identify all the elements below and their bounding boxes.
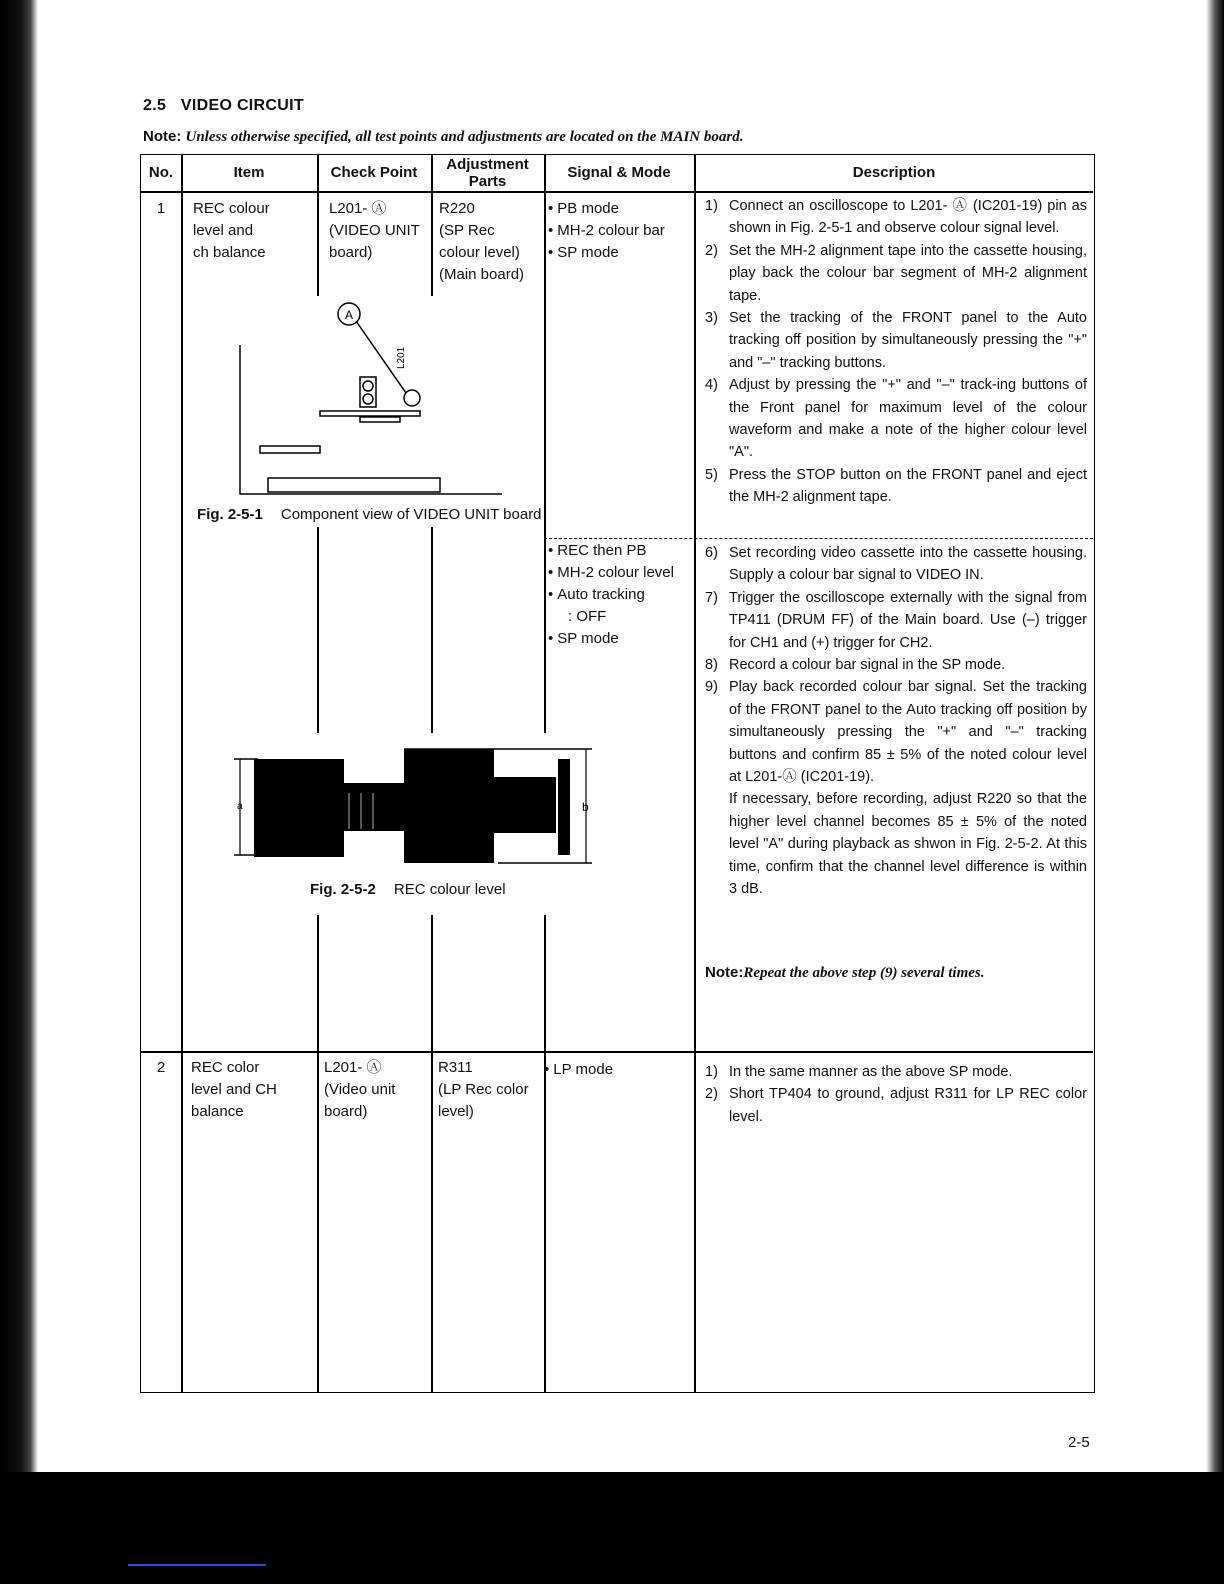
step-number: 7): [705, 589, 718, 606]
page-note: [143, 128, 743, 146]
row2-check-point: [324, 1057, 431, 1123]
page-edge-shadow: [1164, 0, 1224, 1584]
coil-core: [363, 381, 373, 391]
row2-adj-line: (LP Rec color: [438, 1081, 529, 1098]
waveform-block: [494, 777, 556, 833]
board-slot: [268, 478, 440, 492]
fig-2-5-1-text: Component view of VIDEO UNIT board: [280, 506, 542, 523]
marker-a: A: [344, 308, 354, 322]
header-description: Description: [852, 164, 936, 181]
section-number: 2.5: [143, 97, 167, 114]
row2-adj-line: R311: [438, 1059, 473, 1076]
step-number: 5): [705, 466, 718, 483]
board-strip: [360, 417, 400, 422]
fig-2-5-2-caption: [310, 881, 506, 898]
fig-2-5-1-label: Fig. 2-5-1: [197, 506, 263, 523]
row1-check-point: [329, 198, 439, 264]
header-divider: [141, 191, 1093, 193]
row2-adj-line: level): [438, 1103, 474, 1120]
step-text: Record a colour bar signal in the SP mode.: [729, 657, 1006, 674]
description-step: [705, 374, 1087, 464]
col-divider: [544, 1051, 546, 1392]
col-divider: [694, 155, 696, 1392]
step-text: Set the MH-2 alignment tape into the cassette housing, play back the colour bar segment of MH-2 alignment tape.: [729, 242, 1087, 304]
description-step: [705, 542, 1087, 587]
row2-check-line: L201- Ⓐ: [324, 1059, 382, 1076]
header-check-point: Check Point: [330, 164, 418, 181]
row1-adjustment: [439, 198, 544, 286]
signal-item: • REC then PB: [548, 540, 694, 562]
fig-2-5-2-diagram: [228, 745, 600, 865]
row1-adj-line: colour level): [439, 244, 520, 261]
col-divider: [317, 1051, 319, 1392]
col-divider: [544, 915, 546, 1051]
step-text: Press the STOP button on the FRONT panel and eject the MH-2 alignment tape.: [729, 466, 1087, 506]
signal-item: • LP mode: [544, 1059, 694, 1081]
header-no: No.: [148, 164, 174, 181]
step-text: Set recording video cassette into the cassette housing. Supply a colour bar signal to VIDEO IN.: [729, 545, 1087, 584]
section-title: [143, 97, 304, 115]
scan-blue-line: [128, 1564, 266, 1566]
step-number: 4): [705, 377, 718, 394]
header-adjustment-line2: Parts: [468, 173, 507, 190]
step-text: If necessary, before recording, adjust R220 so that the higher level channel becomes 85 ± 5% of the noted level "A" during playback as shwon in Fig. 2-5-2. At this time, confirm that the channel level difference is within 3 dB.: [729, 791, 1087, 898]
signal-item: • MH-2 colour level: [548, 562, 694, 584]
description-step: [705, 676, 1087, 788]
signal-item: • SP mode: [548, 242, 694, 264]
step-text: Adjust by pressing the "+" and "–" track-ing buttons of the Front panel for maximum level of the colour waveform and make a note of the higher colour level "A".: [729, 377, 1087, 461]
description-step: [705, 1061, 1087, 1083]
fig-2-5-1-caption: [197, 506, 542, 523]
row1-adj-line: (Main board): [439, 266, 525, 283]
row1-adj-line: (SP Rec: [439, 222, 495, 239]
note-label: Note:: [143, 128, 182, 145]
col-divider: [431, 915, 433, 1051]
col-divider: [181, 155, 183, 1392]
step-text: In the same manner as the above SP mode.: [729, 1064, 1013, 1080]
col-divider: [544, 527, 546, 733]
row1-adj-line: R220: [439, 200, 475, 217]
step-number: 6): [705, 545, 718, 561]
row2-item: [191, 1057, 317, 1123]
waveform-block: [558, 759, 570, 855]
row1-no: 1: [156, 200, 166, 217]
row2-check-line: board): [324, 1103, 368, 1120]
dim-a-label: a: [237, 801, 243, 812]
repeat-note: [705, 964, 985, 982]
row2-description: [705, 1061, 1087, 1128]
step-text: Play back recorded colour bar signal. Set the tracking of the FRONT panel to the Auto tracking off position by simultaneously pressing the "+" and "–" tracking buttons and confirm 85 ± 5% of the noted colour level at L201-Ⓐ (IC201-19).: [729, 679, 1087, 786]
signal-item: : OFF: [568, 608, 607, 625]
signal-item: • Auto tracking: [548, 584, 694, 606]
description-step: [705, 1083, 1087, 1128]
description-step: [705, 240, 1087, 307]
step-number: 8): [705, 657, 718, 674]
step-number: 2): [705, 242, 718, 259]
row1-item: [193, 198, 317, 264]
board-component: [260, 446, 320, 453]
row2-item-line: balance: [191, 1103, 244, 1120]
board-strip: [320, 411, 420, 416]
coil-core: [363, 394, 373, 404]
row1-check-line: board): [329, 244, 373, 261]
fig-2-5-2-text: REC colour level: [393, 881, 506, 898]
col-divider: [317, 527, 319, 733]
description-step: [705, 788, 1087, 900]
section-heading: VIDEO CIRCUIT: [180, 97, 304, 114]
waveform-detail: [372, 793, 374, 829]
row1-item-line: level and: [193, 222, 254, 239]
step-number: 3): [705, 310, 718, 327]
step-number: 1): [705, 198, 718, 214]
description-step: [705, 307, 1087, 374]
waveform-block: [404, 749, 494, 863]
scan-bottom-bar: [0, 1472, 1224, 1584]
row2-item-line: level and CH: [191, 1081, 277, 1098]
repeat-note-text: Repeat the above step (9) several times.: [743, 965, 985, 981]
page-number: 2-5: [1068, 1434, 1090, 1451]
board-outline: [240, 345, 502, 494]
header-adjustment-parts: [431, 156, 544, 190]
signal-item: • SP mode: [548, 628, 694, 650]
fig-2-5-1-diagram: [230, 295, 550, 505]
dashed-divider: [544, 538, 1093, 539]
row1-description-b: [705, 542, 1087, 901]
step-text: Short TP404 to ground, adjust R311 for LP REC color level.: [729, 1086, 1087, 1125]
row-divider: [141, 1051, 1093, 1053]
description-step: [705, 654, 1087, 676]
step-number: 9): [705, 679, 718, 696]
row2-signal: [544, 1059, 694, 1081]
row2-item-line: REC color: [191, 1059, 260, 1076]
row1-check-line: (VIDEO UNIT: [329, 222, 420, 239]
signal-item: • PB mode: [548, 198, 694, 220]
row1-item-line: ch balance: [193, 244, 266, 261]
fig-2-5-2-label: Fig. 2-5-2: [310, 881, 376, 898]
waveform-detail: [348, 793, 350, 829]
header-adjustment-line1: Adjustment: [446, 156, 529, 173]
note-text: Unless otherwise specified, all test points and adjustments are located on the MAIN board.: [185, 129, 744, 145]
repeat-note-label: Note:: [705, 964, 744, 981]
row2-no: 2: [156, 1059, 166, 1076]
col-divider: [317, 915, 319, 1051]
description-step: [705, 195, 1087, 240]
row1-check-line: L201- Ⓐ: [329, 200, 387, 217]
header-signal-mode: Signal & Mode: [567, 164, 671, 181]
l201-label: L201: [396, 346, 407, 369]
binding-shadow: [0, 0, 38, 1584]
step-text: Trigger the oscilloscope externally with the signal from TP411 (DRUM FF) of the Main board. Use (–) trigger for CH1 and (+) trigger for CH2.: [729, 589, 1087, 651]
row2-adjustment: [438, 1057, 544, 1123]
description-step: [705, 587, 1087, 654]
dim-b-label: b: [582, 800, 589, 814]
step-number: 1): [705, 1064, 718, 1080]
row1-description-a: [705, 195, 1087, 509]
row2-check-line: (Video unit: [324, 1081, 396, 1098]
row1-signal-b: [548, 540, 694, 650]
step-text: Set the tracking of the FRONT panel to the Auto tracking off position by simultaneously pressing the "+" and "–" tracking buttons.: [729, 310, 1087, 371]
col-divider: [431, 527, 433, 733]
step-number: 2): [705, 1086, 718, 1103]
signal-item: • MH-2 colour bar: [548, 220, 694, 242]
row1-item-line: REC colour: [193, 200, 270, 217]
waveform-block: [254, 759, 344, 857]
description-step: [705, 464, 1087, 509]
col-divider: [431, 1051, 433, 1392]
waveform-detail: [360, 793, 362, 829]
row1-signal-a: [548, 198, 694, 264]
header-item: Item: [233, 164, 265, 181]
step-text: Connect an oscilloscope to L201- Ⓐ (IC201-19) pin as shown in Fig. 2-5-1 and observe colour signal level.: [729, 198, 1087, 237]
